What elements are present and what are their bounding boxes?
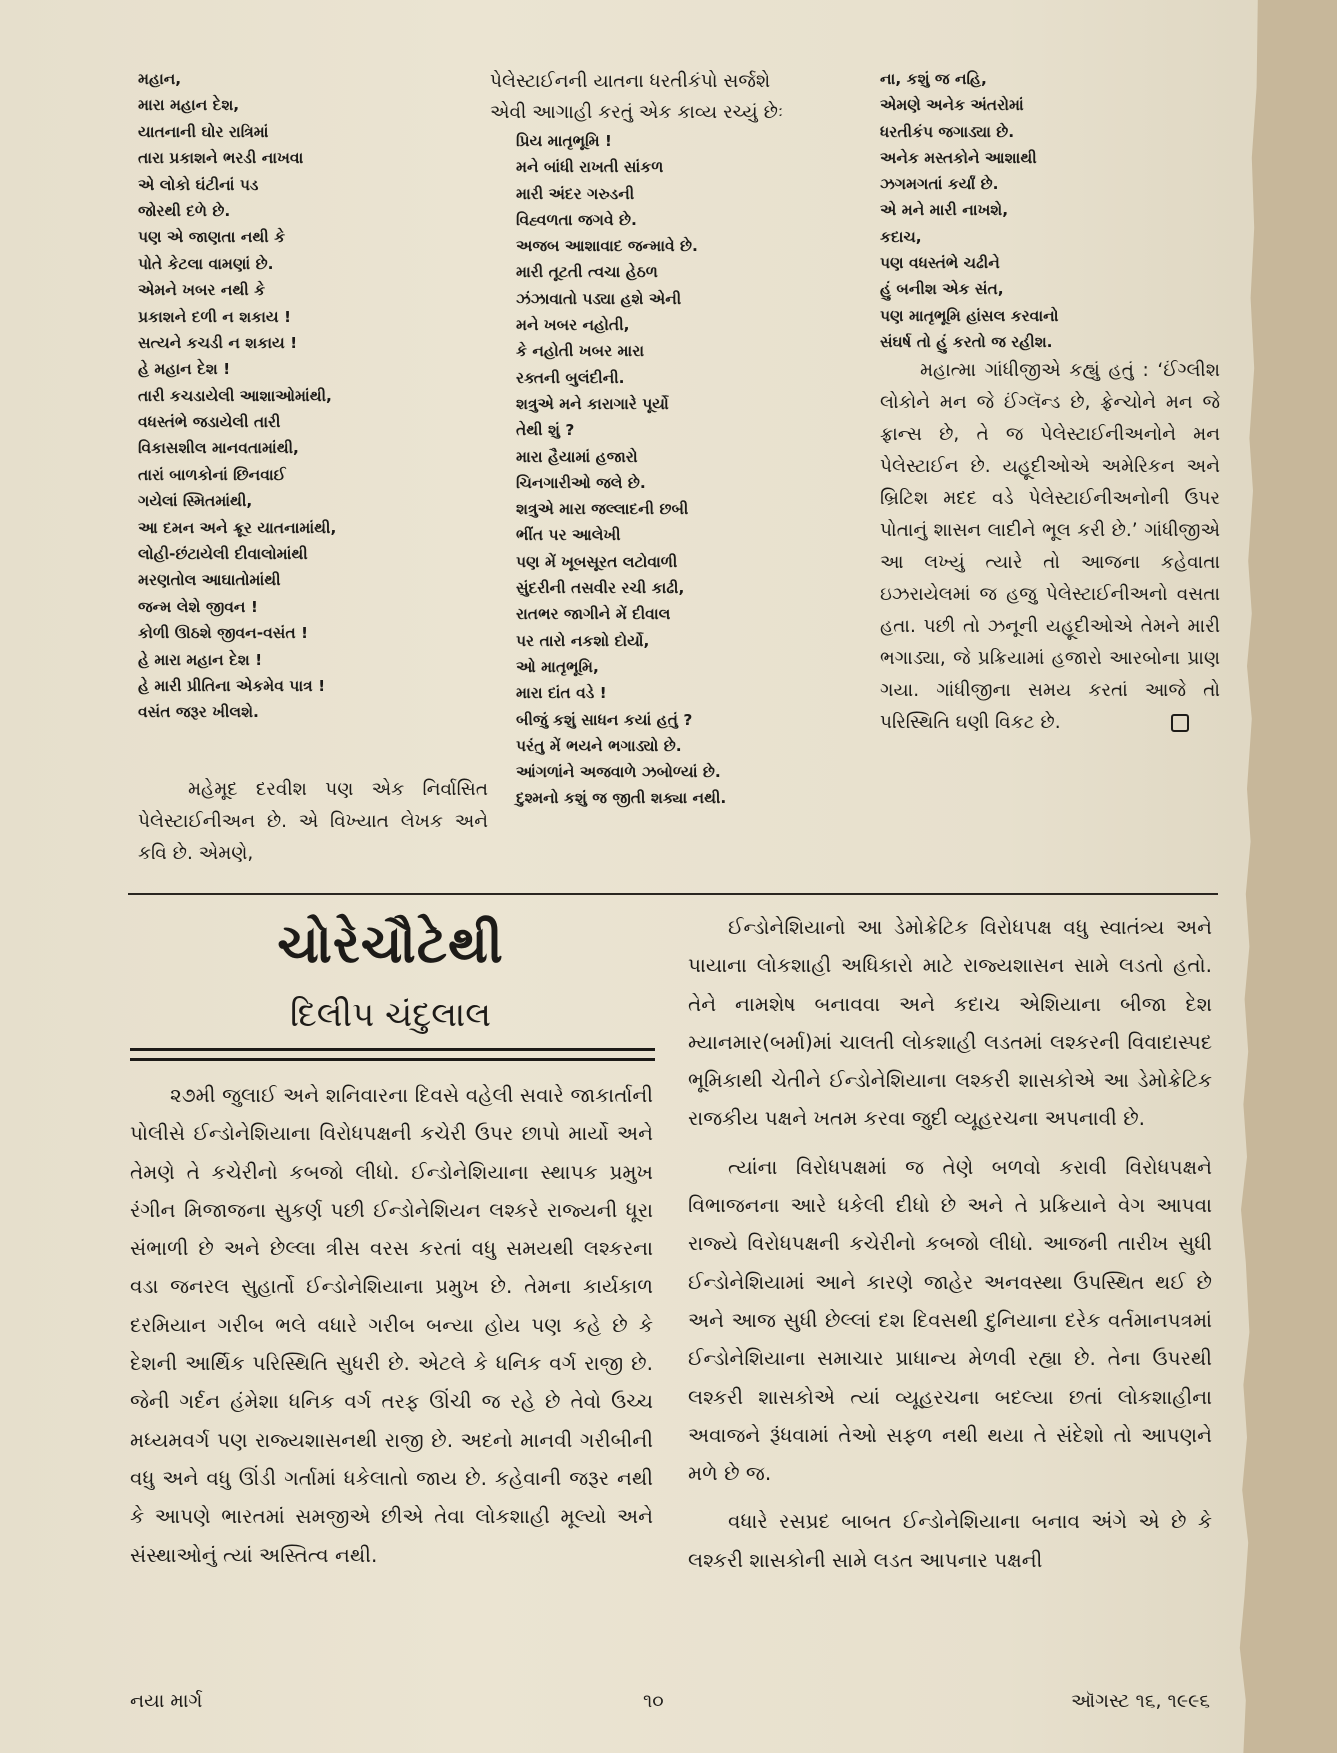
page-number: ૧૦ — [643, 1690, 664, 1712]
gandhi-quote-text: મહાત્મા ગાંધીજીએ કહ્યું હતું : ‘ઈંગ્લીશ લોકોને મન જે ઈંગ્લૅન્ડ છે, ફ્રેન્ચોને મન જે ફ્રાન્સ છે, તે જ પેલેસ્ટાઈનીઅનોને મન પેલેસ્ટાઈન છે. યહૂદીઓએ અમેરિકન અને બ્રિટિશ મદદ વડે પેલેસ્ટાઈનીઅનોની ઉપર પોતાનું શાસન લાદીને ભૂલ કરી છે.’ ગાંધીજીએ આ લખ્યું ત્યારે તો આજના કહેવાતા ઇઝરાયેલમાં જ હજુ પેલેસ્ટાઈનીઅનો વસતા હતા. પછી તો ઝનૂની યહૂદીઓએ તેમને મારી ભગાડ્યા, જે પ્રક્રિયામાં હજારો આરબોના પ્રાણ ગયા. ગાંધીજીના સમય કરતાં આજે તો પરિસ્થિતિ ઘણી વિકટ છે. — [880, 360, 1220, 734]
poem-line: પણ માતૃભૂમિ હાંસલ કરવાનો — [880, 306, 1059, 325]
poem-line: હે મારા મહાન દેશ ! — [138, 650, 263, 669]
poem-line: કે નહોતી ખબર મારા — [516, 342, 645, 361]
end-mark-square — [1171, 714, 1189, 732]
poem-line: સુંદરીની તસવીર રચી કાઢી, — [516, 579, 685, 598]
poem-column-right — [880, 66, 1220, 739]
poem-line: મરણતોલ આઘાતોમાંથી — [138, 571, 281, 590]
poem-lines-middle — [490, 128, 875, 812]
poem-line: અજબ આશાવાદ જન્માવે છે. — [516, 237, 698, 256]
poem-line: મને બાંધી રાખતી સાંકળ — [516, 158, 664, 177]
poem-line: એ મને મારી નાખશે, — [880, 201, 1009, 220]
poem-line: મારા હૈયામાં હજારો — [516, 447, 638, 466]
poem-line: એવી આગાહી કરતું એક કાવ્ય રચ્યું છેઃ — [490, 102, 784, 123]
article-paragraph: વધારે રસપ્રદ બાબત ઈન્ડોનેશિયાના બનાવ અંગે એ છે કે લશ્કરી શાસકોની સામે લડત આપનાર પક્ષની — [688, 1509, 1212, 1572]
poem-line: જન્મ લેશે જીવન ! — [138, 597, 258, 616]
poem-line: પણ વધસ્તંભે ચઢીને — [880, 254, 1000, 273]
article-paragraph: ૨૭મી જુલાઈ અને શનિવારના દિવસે વહેલી સવારે જાકાર્તાની પોલીસે ઈન્ડોનેશિયાના વિરોધપક્ષની કચેરી ઉપર છાપો માર્યો અને તેમણે તે કચેરીનો કબજો લીધો. ઈન્ડોનેશિયાના સ્થાપક પ્રમુખ રંગીન મિજાજના સુકર્ણ પછી ઈન્ડોનેશિયન લશ્કરે રાજ્યની ધૂરા સંભાળી છે અને છેલ્લા ત્રીસ વરસ કરતાં વધુ સમયથી લશ્કરના વડા જનરલ સુહાર્તો ઈન્ડોનેશિયાના પ્રમુખ છે. તેમના કાર્યકાળ દરમિયાન ગરીબ ભલે વધારે ગરીબ બન્યા હોય પણ કહે છે કે દેશની આર્થિક પરિસ્થિતિ સુધરી છે. એટલે કે ધનિક વર્ગ રાજી છે. જેની ગર્દન હંમેશા ધનિક વર્ગ તરફ ઊંચી જ રહે છે તેવો ઉચ્ચ મધ્યમવર્ગ પણ રાજ્યશાસનથી રાજી છે. અદનો માનવી ગરીબીની વધુ અને વધુ ઊંડી ગર્તામાં ધકેલાતો જાય છે. કહેવાની જરૂર નથી કે આપણે ભારતમાં સમજીએ છીએ તેવા લોકશાહી મૂલ્યો અને સંસ્થાઓનું ત્યાં અસ્તિત્વ નથી. — [130, 1083, 653, 1567]
poem-line: મારા દાંત વડે ! — [516, 684, 607, 703]
poem-lines-right — [880, 66, 1220, 355]
poem-line: મારી અંદર ગરુડની — [516, 184, 635, 203]
poem-line: મહાન, — [138, 70, 182, 88]
heading-rule — [130, 1048, 655, 1051]
magazine-name: નયા માર્ગ — [130, 1690, 203, 1712]
poem-line: એમણે અનેક અંતરોમાં — [880, 96, 1024, 115]
gandhi-quote-paragraph — [880, 355, 1220, 739]
poem-line: ના, કશું જ નહિ, — [880, 70, 987, 88]
poem-line: યાતનાની ઘોર રાત્રિમાં — [138, 122, 269, 141]
poem-line: શત્રુએ મારા જલ્લાદની છબી — [516, 500, 689, 519]
poem-line: હે મહાન દેશ ! — [138, 360, 231, 379]
poem-line: દુશ્મનો કશું જ જીતી શક્યા નથી. — [516, 789, 727, 808]
author-byline: દિલીપ ચંદુલાલ — [290, 995, 491, 1035]
poem-line: મને ખબર નહોતી, — [516, 316, 630, 335]
poem-column-middle — [490, 66, 875, 812]
poem-line: ચિનગારીઓ જલે છે. — [516, 473, 646, 492]
poem-column-left — [138, 66, 488, 726]
article-paragraph: ઈન્ડોનેશિયાનો આ ડેમોક્રેટિક વિરોધપક્ષ વધુ સ્વાતંત્ર્ય અને પાયાના લોકશાહી અધિકારો માટે રાજ્યશાસન સામે લડતો હતો. તેને નામશેષ બનાવવા અને કદાચ એશિયાના બીજા દેશ મ્યાનમાર(બર્મા)માં ચાલતી લોકશાહી લડતમાં લશ્કરની વિવાદાસ્પદ ભૂમિકાથી ચેતીને ઈન્ડોનેશિયાના લશ્કરી શાસકોએ આ ડેમોક્રેટિક રાજકીય પક્ષને ખતમ કરવા જુદી વ્યૂહરચના અપનાવી છે. — [688, 915, 1212, 1131]
poem-line: પર તારો નકશો દોર્યો, — [516, 631, 650, 650]
poem-intro — [490, 66, 875, 128]
poem-line: બીજું કશું સાધન કયાં હતું ? — [516, 710, 693, 729]
poem-line: વિહ્વળતા જગવે છે. — [516, 210, 637, 229]
column-heading: ચોરેચૌટેથી — [277, 915, 504, 975]
poem-line: જોરથી દળે છે. — [138, 201, 231, 220]
poem-line: લોહી-છંટાયેલી દીવાલોમાંથી — [138, 545, 308, 564]
poem-line: પેલેસ્ટાઈનની યાતના ધરતીકંપો સર્જશે — [490, 71, 771, 92]
poem-line: રાતભર જાગીને મેં દીવાલ — [516, 605, 671, 624]
torn-page-edge — [1217, 0, 1337, 1753]
poem-line: કોળી ઊઠશે જીવન-વસંત ! — [138, 624, 309, 643]
poem-line: ઝગમગતાં કર્યાં છે. — [880, 175, 999, 194]
poem-line: હું બનીશ એક સંત, — [880, 280, 1004, 299]
poem-line: આંગળાંને અજવાળે ઝબોળ્યાં છે. — [516, 763, 721, 782]
poem-line: મારી તૂટતી ત્વચા હેઠળ — [516, 263, 658, 282]
article-right-column — [688, 908, 1212, 1579]
poem-line: તારી કચડાયેલી આશાઓમાંથી, — [138, 386, 332, 405]
poem-line: પરંતુ મેં ભયને ભગાડ્યો છે. — [516, 736, 682, 755]
poem-line: પણ એ જાણતા નથી કે — [138, 228, 286, 247]
poem-line: રક્તની બુલંદીની. — [516, 368, 625, 387]
poem-line: એ લોકો ઘંટીનાં પડ — [138, 175, 259, 194]
poem-line: મારા મહાન દેશ, — [138, 96, 240, 115]
poem-line: અનેક મસ્તકોને આશાથી — [880, 148, 1037, 167]
article-left-column — [130, 1076, 653, 1574]
poem-line: ધરતીકંપ જગાડ્યા છે. — [880, 122, 1015, 141]
poem-line: ઝંઝાવાતો પડ્યા હશે એની — [516, 289, 682, 308]
page-footer — [128, 1690, 1218, 1720]
section-divider — [128, 893, 1218, 895]
poem-line: પોતે કેટલા વામણાં છે. — [138, 254, 274, 273]
poem-line: ભીંત પર આલેખી — [516, 526, 621, 545]
poem-line: પણ મેં ખૂબસૂરત લટોવાળી — [516, 552, 678, 571]
poem-line: શત્રુએ મને કારાગારે પૂર્યો — [516, 394, 669, 413]
issue-date: ઑગસ્ટ ૧૬, ૧૯૯૬ — [1070, 1690, 1210, 1712]
heading-rule-lower — [130, 1058, 655, 1061]
poem-line: વસંત જરૂર ખીલશે. — [138, 703, 259, 722]
poem-left-prose: મહેમૂદ દરવીશ પણ એક નિર્વાસિત પેલેસ્ટાઈનીઅન છે. એ વિખ્યાત લેખક અને કવિ છે. એમણે, — [138, 779, 488, 864]
poem-line: આ દમન અને ક્રૂર યાતનામાંથી, — [138, 518, 337, 537]
poem-line: સંઘર્ષ તો હું કરતો જ રહીશ. — [880, 332, 1053, 351]
poem-line: તારાં બાળકોનાં છિનવાઈ — [138, 465, 286, 484]
poem-line: વિકાસશીલ માનવતામાંથી, — [138, 439, 299, 458]
poem-line: પ્રકાશને દળી ન શકાય ! — [138, 307, 292, 326]
poem-line: ગયેલાં સ્મિતમાંથી, — [138, 492, 253, 511]
poem-line: ઓ માતૃભૂમિ, — [516, 657, 599, 676]
poem-line: તેથી શું ? — [516, 421, 575, 440]
poem-line: પ્રિય માતૃભૂમિ ! — [516, 132, 612, 150]
poem-line: વધસ્તંભે જડાયેલી તારી — [138, 413, 281, 432]
poem-line: સત્યને કચડી ન શકાય ! — [138, 333, 298, 352]
poem-line: તારા પ્રકાશને ભરડી નાખવા — [138, 149, 304, 168]
article-paragraph: ત્યાંના વિરોધપક્ષમાં જ તેણે બળવો કરાવી વિરોધપક્ષને વિભાજનના આરે ધકેલી દીધો છે અને તે પ્રક્રિયાને વેગ આપવા રાજ્યે વિરોધપક્ષની કચેરીનો કબજો લીધો. આજની તારીખ સુધી ઈન્ડોનેશિયામાં આને કારણે જાહેર અનવસ્થા ઉપસ્થિત થઈ છે અને આજ સુધી છેલ્લાં દશ દિવસથી દુનિયાના દરેક વર્તમાનપત્રમાં ઈન્ડોનેશિયાના સમાચાર પ્રાધાન્ય મેળવી રહ્યા છે. તેના ઉપરથી લશ્કરી શાસકોએ ત્યાં વ્યૂહરચના બદલ્યા છતાં લોકશાહીના અવાજને રૂંધવામાં તેઓ સફળ નથી થયા તે સંદેશો તો આપણને મળે છે જ. — [688, 1154, 1212, 1486]
poem-line: એમને ખબર નથી કે — [138, 281, 266, 300]
poem-line: કદાચ, — [880, 227, 922, 246]
poem-line: હે મારી પ્રીતિના એકમેવ પાત્ર ! — [138, 676, 326, 695]
